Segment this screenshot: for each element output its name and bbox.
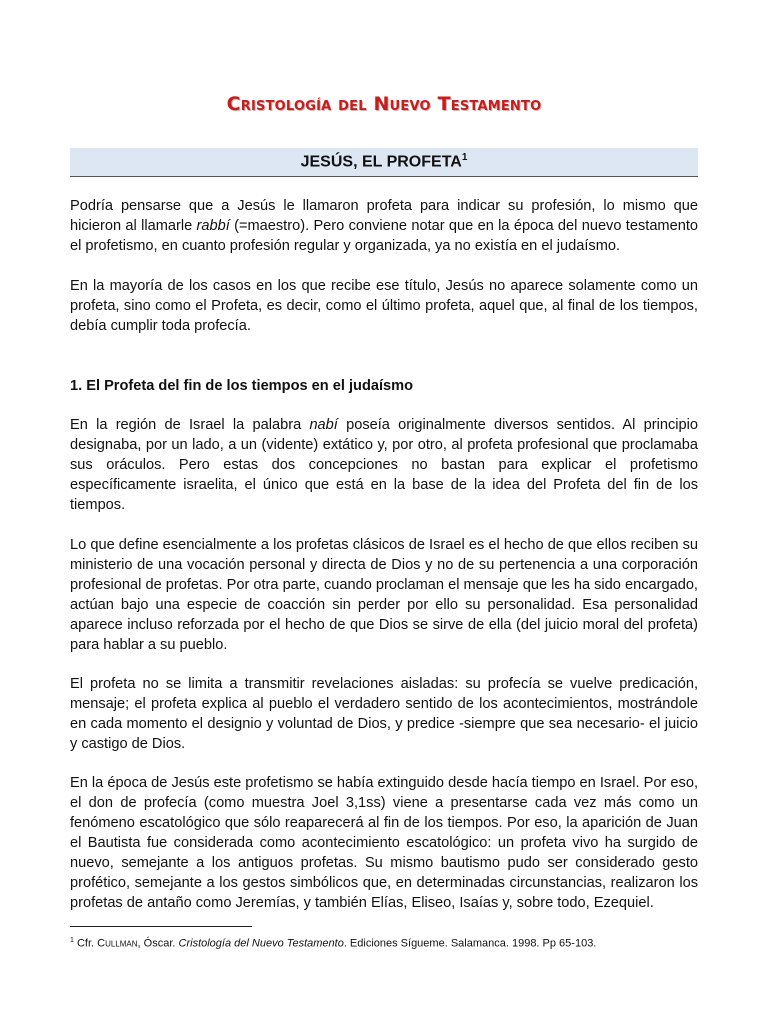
section-header-bar bbox=[70, 148, 698, 177]
section-title bbox=[301, 152, 468, 171]
footnote-reference[interactable]: 1 bbox=[461, 152, 468, 164]
section-title-text: JESÚS, EL PROFETA bbox=[300, 153, 462, 171]
paragraph-section-2: Lo que define esencialmente a los profetas clásicos de Israel es el hecho de que ellos reciben su ministerio de una vocación personal y directa de Dios y no de su pertenencia a una corporación profesional de profetas. Por otra parte, cuando proclaman el mensaje que les ha sido encargado, actúan bajo una especie de coacción sin perder por ello su personalidad. Esa personalidad aparece incluso reforzada por el hecho de que Dios se sirve de ella (del juicio moral del profeta) para hablar a su pueblo. bbox=[70, 537, 698, 653]
paragraph-intro-2: En la mayoría de los casos en los que recibe ese título, Jesús no aparece solamente como un profeta, sino como el Profeta, es decir, como el último profeta, aquel que, al final de los tiempos, debía cumplir toda profecía. bbox=[70, 278, 698, 334]
emphasis-rabbi: rabbí bbox=[196, 218, 230, 234]
footnote-author: Cullman bbox=[97, 937, 138, 950]
emphasis-nabi: nabí bbox=[309, 417, 338, 433]
paragraph-section-3: El profeta no se limita a transmitir revelaciones aisladas: su profecía se vuelve predicación, mensaje; el profeta explica al pueblo el verdadero sentido de los acontecimientos, mostrándole en cada momento el designio y voluntad de Dios, y predice -siempre que sea necesario- el juicio y castigo de Dios. bbox=[70, 676, 698, 752]
paragraph-section-1 bbox=[70, 415, 698, 515]
footnote-separator bbox=[70, 926, 252, 927]
document-title: Cristología del Nuevo Testamento bbox=[226, 93, 542, 115]
footnote-author-given: , Óscar. bbox=[137, 937, 179, 950]
paragraph-intro-1 bbox=[70, 196, 698, 256]
footnote-prefix: Cfr. bbox=[73, 937, 98, 950]
paragraph-text: Podría pensarse que a Jesús le llamaron profeta para indicar su profesión, lo mismo que hicieron al llamarle bbox=[70, 198, 698, 234]
footnote bbox=[70, 934, 698, 951]
paragraph-section-4: En la época de Jesús este profetismo se había extinguido desde hacía tiempo en Israel. Por eso, el don de profecía (como muestra Joel 3,1ss) viene a presentarse cada vez más como un fenómeno escatológico que sólo reaparecerá al fin de los tiempos. Por eso, la aparición de Juan el Bautista fue considerada como acontecimiento escatológico: un profeta vivo ha surgido de nuevo, semejante a los antiguos profetas. Su mismo bautismo pudo ser considerado gesto profético, semejante a los gestos simbólicos que, en determinadas circunstancias, realizaron los profetas de antaño como Jeremías, y también Elías, Eliseo, Isaías y, sobre todo, Ezequiel. bbox=[70, 775, 698, 911]
paragraph-text: En la región de Israel la palabra bbox=[70, 417, 310, 433]
paragraph-text: (=maestro). Pero conviene notar que en la época del nuevo testamento el profetismo, en cuanto profesión regular y organizada, ya no existía en el judaísmo. bbox=[70, 218, 698, 254]
footnote-publication: . Ediciones Sígueme. Salamanca. 1998. Pp 65-103. bbox=[343, 937, 597, 950]
subheading-1: 1. El Profeta del fin de los tiempos en el judaísmo bbox=[70, 378, 414, 394]
paragraph-text: poseía originalmente diversos sentidos. Al principio designaba, por un lado, a un (vidente) extático y, por otro, al profeta profesional que proclamaba sus oráculos. Pero estas dos concepciones no bastan para explicar el profetismo específicamente israelita, el único que está en la base de la idea del Profeta del fin de los tiempos. bbox=[70, 417, 698, 513]
footnote-marker: 1 bbox=[70, 937, 74, 944]
footnote-work-title: Cristología del Nuevo Testamento bbox=[178, 937, 344, 950]
